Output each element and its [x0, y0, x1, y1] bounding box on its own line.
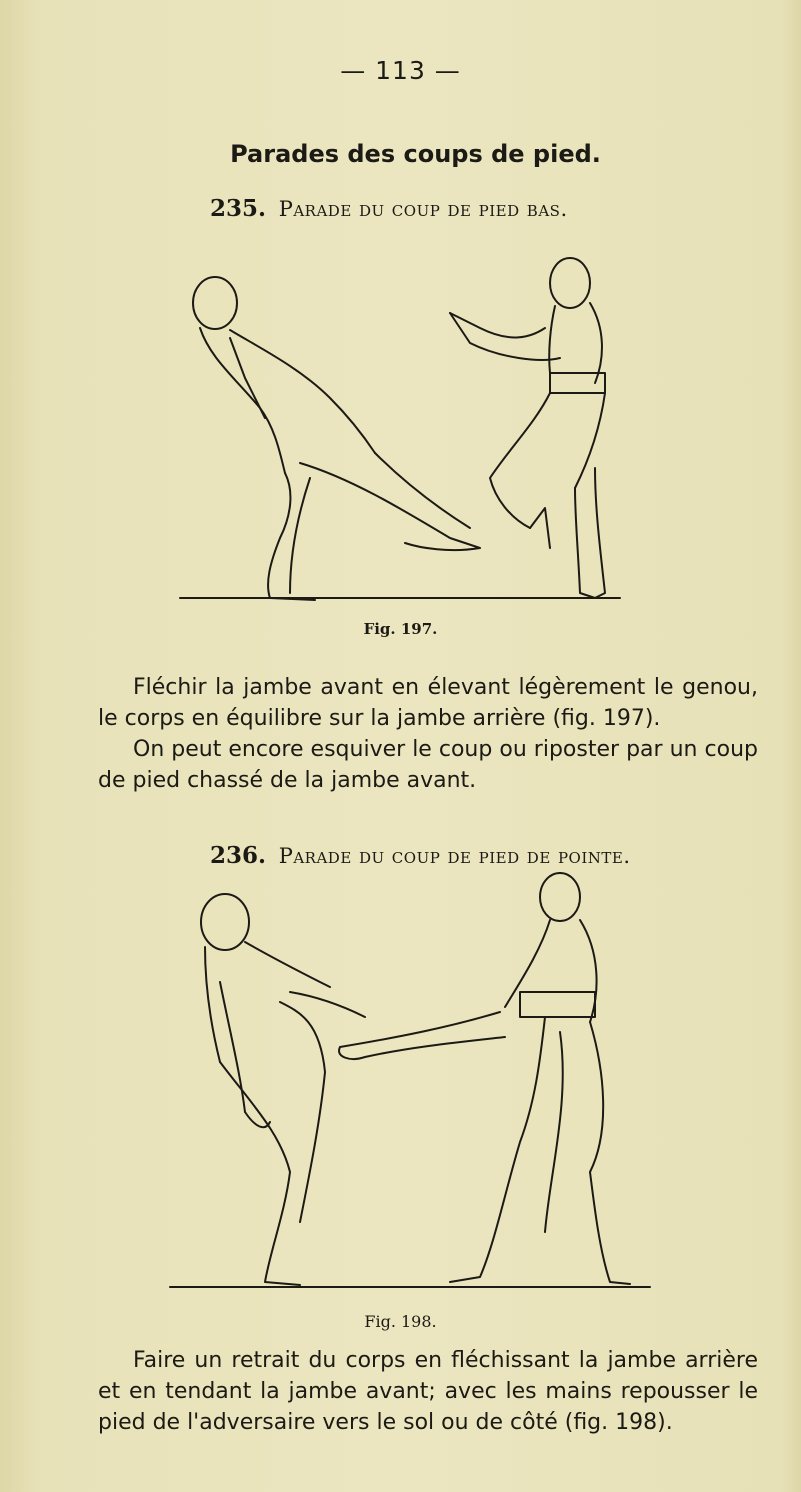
- subsection-title: Parade du coup de pied bas.: [278, 197, 568, 221]
- right-fighter-support-leg: [575, 468, 605, 598]
- right-fighter-neck-back: [549, 306, 555, 373]
- left-fighter-hands: [245, 1112, 270, 1127]
- text-block-236: [98, 1345, 758, 1438]
- left-fighter-rear-leg-inner: [290, 478, 310, 593]
- right-fighter-kicking-leg: [339, 1012, 505, 1059]
- right-fighter-rear-leg: [590, 1022, 630, 1284]
- right-fighter-raised-thigh: [575, 393, 605, 488]
- left-fighter: [201, 894, 365, 1285]
- figure-198-illustration: [150, 872, 660, 1302]
- right-fighter-back: [590, 303, 602, 383]
- right-fighter: [339, 873, 630, 1284]
- text-block-235: [98, 672, 758, 796]
- paragraph: On peut encore esquiver le coup ou riposter par un coup de pied chassé de la jambe avant.: [98, 737, 758, 793]
- figure-caption: Fig. 197.: [363, 620, 438, 638]
- left-fighter-arm: [220, 982, 245, 1112]
- left-fighter-shoulder: [245, 942, 330, 987]
- left-fighter: [193, 277, 480, 600]
- page-number: — 113 —: [340, 56, 461, 85]
- left-fighter-head: [193, 277, 237, 329]
- right-fighter-raised-shin: [530, 508, 550, 548]
- figure-197-illustration: [150, 248, 660, 608]
- subsection-heading-236: [210, 842, 631, 869]
- left-fighter-kicking-leg-top: [375, 453, 470, 528]
- section-title: Parades des coups de pied.: [230, 140, 601, 168]
- right-fighter-belt: [520, 992, 595, 1017]
- left-fighter-back: [205, 947, 220, 1062]
- right-fighter-head: [540, 873, 580, 921]
- figure-caption: Fig. 198.: [364, 1312, 437, 1331]
- right-fighter-head: [550, 258, 590, 308]
- left-fighter-kicking-leg: [300, 463, 480, 550]
- subsection-number: 236.: [210, 842, 267, 869]
- right-fighter-front-torso: [505, 920, 550, 1007]
- left-fighter-back: [200, 328, 285, 473]
- left-fighter-torso-line: [290, 992, 365, 1017]
- right-fighter-leg-inner: [545, 1032, 563, 1232]
- left-fighter-rear-leg: [220, 1062, 300, 1285]
- right-fighter-support-leg: [450, 1017, 545, 1282]
- left-fighter-rear-leg: [268, 473, 290, 598]
- subsection-number: 235.: [210, 195, 267, 222]
- right-fighter: [450, 258, 605, 598]
- paragraph: Fléchir la jambe avant en élevant légèrement le genou, le corps en équilibre sur la jambe arrière (fig. 197).: [98, 675, 758, 731]
- subsection-heading-235: [210, 195, 568, 222]
- right-fighter-raised-leg: [490, 393, 550, 528]
- subsection-title: Parade du coup de pied de pointe.: [278, 844, 631, 868]
- left-fighter-arm: [230, 338, 265, 418]
- left-fighter-head: [201, 894, 249, 950]
- paragraph: Faire un retrait du corps en fléchissant la jambe arrière et en tendant la jambe avant; avec les mains repousser le pied de l'adversaire vers le sol ou de côté (fig. 198).: [98, 1348, 758, 1435]
